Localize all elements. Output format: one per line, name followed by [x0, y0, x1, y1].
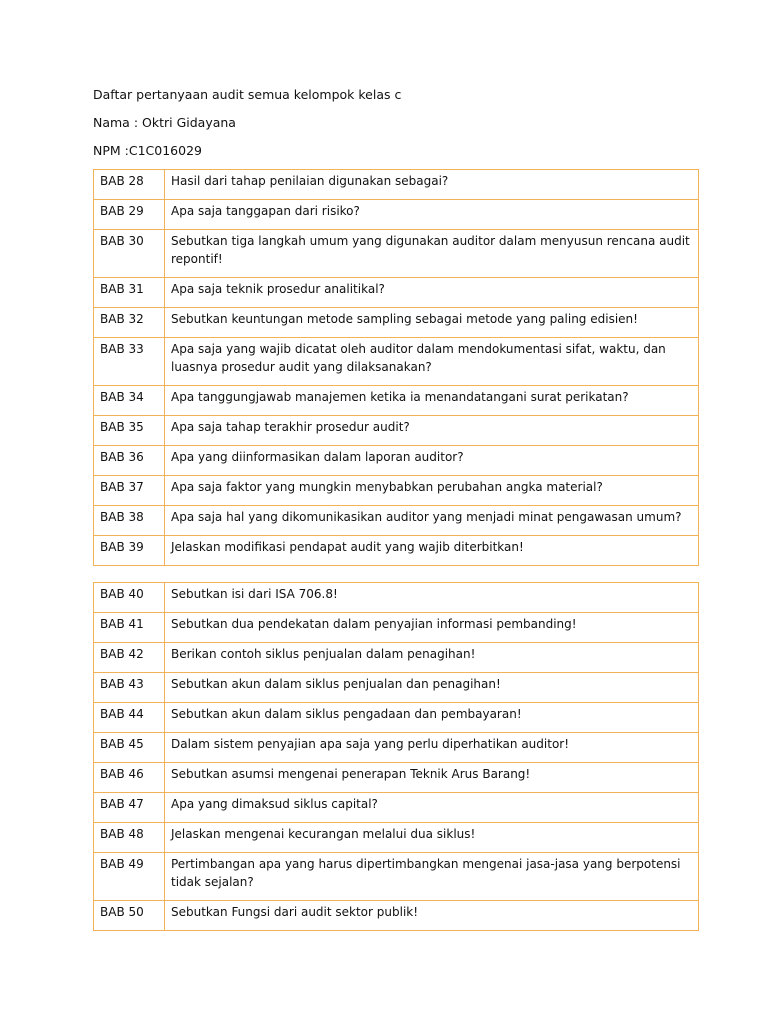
question-table-1 — [93, 169, 699, 566]
question-table-2 — [93, 582, 699, 931]
question-text: Sebutkan asumsi mengenai penerapan Teknik Arus Barang! — [165, 763, 699, 793]
bab-label: BAB 41 — [94, 613, 165, 643]
table-row — [94, 308, 699, 338]
question-text: Sebutkan akun dalam siklus penjualan dan penagihan! — [165, 673, 699, 703]
question-text: Apa saja tanggapan dari risiko? — [165, 200, 699, 230]
question-text: Apa yang dimaksud siklus capital? — [165, 793, 699, 823]
question-text: Apa tanggungjawab manajemen ketika ia menandatangani surat perikatan? — [165, 386, 699, 416]
bab-label: BAB 32 — [94, 308, 165, 338]
bab-label: BAB 50 — [94, 901, 165, 931]
table-row — [94, 643, 699, 673]
question-text: Sebutkan akun dalam siklus pengadaan dan pembayaran! — [165, 703, 699, 733]
student-name: Nama : Oktri Gidayana — [93, 115, 236, 130]
bab-label: BAB 46 — [94, 763, 165, 793]
table-row — [94, 200, 699, 230]
bab-label: BAB 35 — [94, 416, 165, 446]
table-row — [94, 613, 699, 643]
question-text: Apa saja teknik prosedur analitikal? — [165, 278, 699, 308]
question-text: Hasil dari tahap penilaian digunakan sebagai? — [165, 170, 699, 200]
table-row — [94, 823, 699, 853]
table-row — [94, 901, 699, 931]
table-row — [94, 793, 699, 823]
question-text: Apa yang diinformasikan dalam laporan auditor? — [165, 446, 699, 476]
table-row — [94, 170, 699, 200]
question-text: Apa saja tahap terakhir prosedur audit? — [165, 416, 699, 446]
question-text: Pertimbangan apa yang harus dipertimbangkan mengenai jasa-jasa yang berpotensi tidak sejalan? — [165, 853, 699, 901]
question-text: Jelaskan modifikasi pendapat audit yang wajib diterbitkan! — [165, 536, 699, 566]
bab-label: BAB 47 — [94, 793, 165, 823]
table-row — [94, 763, 699, 793]
bab-label: BAB 36 — [94, 446, 165, 476]
bab-label: BAB 31 — [94, 278, 165, 308]
document-title: Daftar pertanyaan audit semua kelompok kelas c — [93, 87, 402, 102]
student-npm: NPM :C1C016029 — [93, 143, 202, 158]
bab-label: BAB 39 — [94, 536, 165, 566]
table-row — [94, 416, 699, 446]
question-text: Dalam sistem penyajian apa saja yang perlu diperhatikan auditor! — [165, 733, 699, 763]
question-text: Sebutkan tiga langkah umum yang digunakan auditor dalam menyusun rencana audit repontif! — [165, 230, 699, 278]
table-row — [94, 446, 699, 476]
bab-label: BAB 30 — [94, 230, 165, 278]
question-text: Apa saja faktor yang mungkin menybabkan perubahan angka material? — [165, 476, 699, 506]
question-text: Apa saja yang wajib dicatat oleh auditor dalam mendokumentasi sifat, waktu, dan luasnya prosedur audit yang dilaksanakan? — [165, 338, 699, 386]
bab-label: BAB 34 — [94, 386, 165, 416]
table-row — [94, 583, 699, 613]
bab-label: BAB 38 — [94, 506, 165, 536]
table-row — [94, 476, 699, 506]
bab-label: BAB 28 — [94, 170, 165, 200]
bab-label: BAB 49 — [94, 853, 165, 901]
bab-label: BAB 37 — [94, 476, 165, 506]
bab-label: BAB 45 — [94, 733, 165, 763]
question-text: Berikan contoh siklus penjualan dalam penagihan! — [165, 643, 699, 673]
table-row — [94, 386, 699, 416]
bab-label: BAB 42 — [94, 643, 165, 673]
table-row — [94, 278, 699, 308]
question-text: Sebutkan isi dari ISA 706.8! — [165, 583, 699, 613]
table-row — [94, 673, 699, 703]
table-row — [94, 506, 699, 536]
table-row — [94, 536, 699, 566]
table-row — [94, 733, 699, 763]
table-row — [94, 703, 699, 733]
bab-label: BAB 48 — [94, 823, 165, 853]
question-text: Sebutkan Fungsi dari audit sektor publik! — [165, 901, 699, 931]
bab-label: BAB 40 — [94, 583, 165, 613]
bab-label: BAB 44 — [94, 703, 165, 733]
question-text: Sebutkan keuntungan metode sampling sebagai metode yang paling edisien! — [165, 308, 699, 338]
bab-label: BAB 33 — [94, 338, 165, 386]
table-row — [94, 853, 699, 901]
question-text: Jelaskan mengenai kecurangan melalui dua siklus! — [165, 823, 699, 853]
question-text: Apa saja hal yang dikomunikasikan auditor yang menjadi minat pengawasan umum? — [165, 506, 699, 536]
question-text: Sebutkan dua pendekatan dalam penyajian informasi pembanding! — [165, 613, 699, 643]
bab-label: BAB 43 — [94, 673, 165, 703]
bab-label: BAB 29 — [94, 200, 165, 230]
table-row — [94, 230, 699, 278]
table-row — [94, 338, 699, 386]
